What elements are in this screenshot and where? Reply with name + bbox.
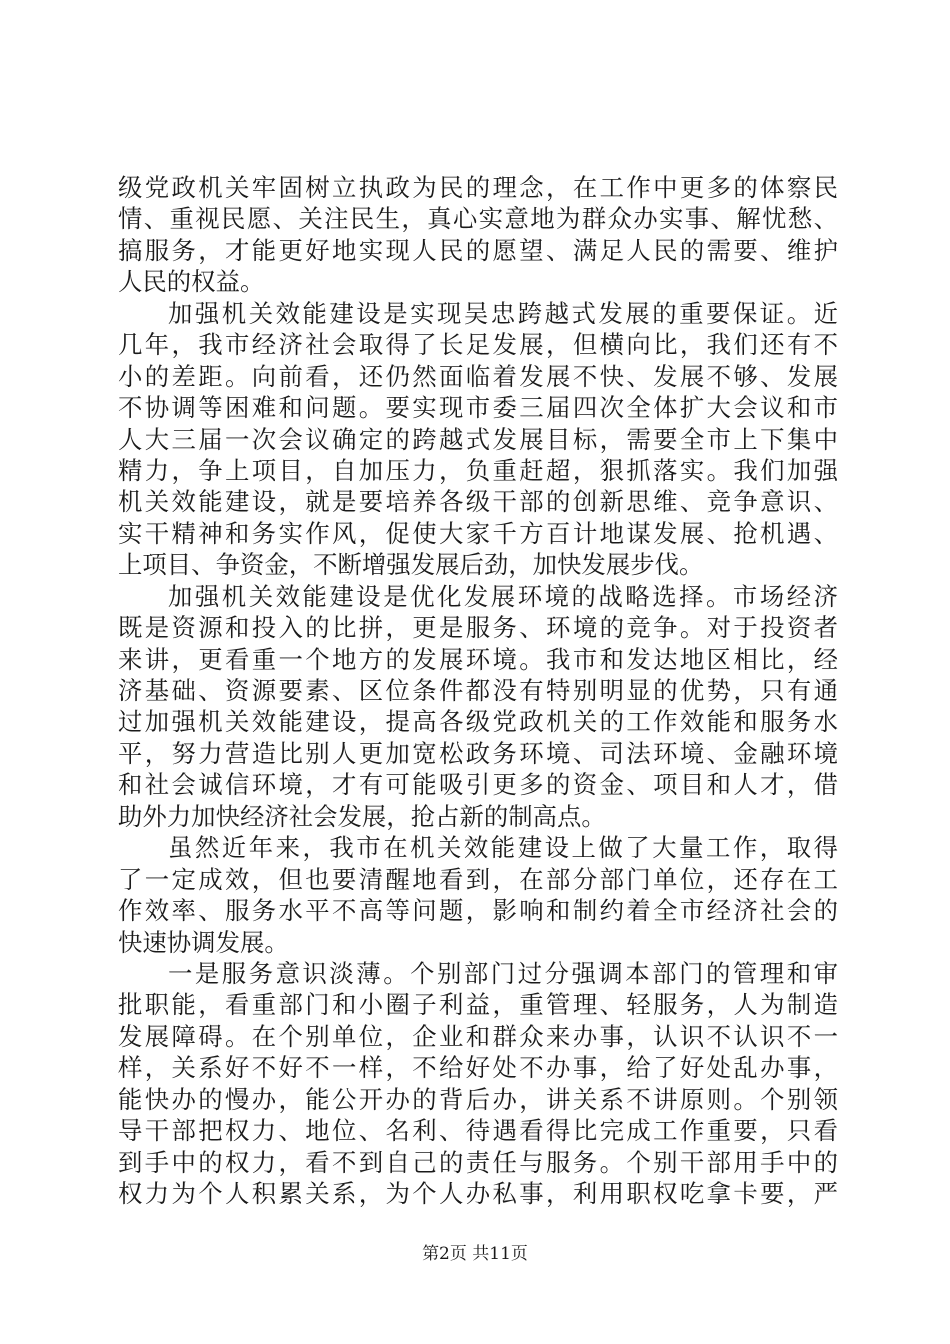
text-line: 批职能，看重部门和小圈子利益，重管理、轻服务，人为制造 (118, 990, 838, 1020)
text-line: 过加强机关效能建设，提高各级党政机关的工作效能和服务水 (118, 707, 838, 737)
text-line: 级党政机关牢固树立执政为民的理念，在工作中更多的体察民 (118, 173, 838, 202)
text-line: 了一定成效，但也要清醒地看到，在部分部门单位，还存在工 (118, 864, 838, 894)
page-number-footer: 第2页 共11页 (422, 1244, 528, 1264)
text-line: 人民的权益。 (118, 267, 265, 297)
text-line: 助外力加快经济社会发展，抢占新的制高点。 (118, 801, 606, 831)
text-line: 搞服务，才能更好地实现人民的愿望、满足人民的需要、维护 (118, 235, 838, 265)
text-line: 几年，我市经济社会取得了长足发展，但横向比，我们还有不 (118, 330, 838, 360)
paragraph-first-line: 一是服务意识淡薄。个别部门过分强调本部门的管理和审 (168, 958, 838, 988)
text-line: 精力，争上项目，自加压力，负重赶超，狠抓落实。我们加强 (118, 455, 838, 485)
text-line: 快速协调发展。 (118, 927, 289, 957)
text-line: 上项目、争资金，不断增强发展后劲，加快发展步伐。 (118, 550, 704, 580)
text-line: 机关效能建设，就是要培养各级干部的创新思维、竞争意识、 (118, 487, 838, 517)
text-line: 不协调等困难和问题。要实现市委三届四次全体扩大会议和市 (118, 393, 838, 423)
text-line: 导干部把权力、地位、名利、待遇看得比完成工作重要，只看 (118, 1116, 838, 1146)
text-line: 平，努力营造比别人更加宽松政务环境、司法环境、金融环境 (118, 738, 838, 768)
paragraph-first-line: 加强机关效能建设是实现吴忠跨越式发展的重要保证。近 (168, 298, 838, 328)
text-line: 济基础、资源要素、区位条件都没有特别明显的优势，只有通 (118, 676, 838, 705)
text-line: 既是资源和投入的比拼，更是服务、环境的竞争。对于投资者 (118, 613, 838, 643)
text-line: 来讲，更看重一个地方的发展环境。我市和发达地区相比，经 (118, 644, 838, 674)
text-line: 实干精神和务实作风，促使大家千方百计地谋发展、抢机遇、 (118, 518, 838, 548)
document-body (118, 172, 838, 1209)
text-line: 发展障碍。在个别单位，企业和群众来办事，认识不认识不一 (118, 1021, 838, 1051)
text-line: 小的差距。向前看，还仍然面临着发展不快、发展不够、发展 (118, 361, 838, 391)
text-line: 作效率、服务水平不高等问题，影响和制约着全市经济社会的 (118, 896, 838, 926)
text-line: 样，关系好不好不一样，不给好处不办事，给了好处乱办事， (118, 1053, 838, 1083)
text-line: 权力为个人积累关系，为个人办私事，利用职权吃拿卡要，严 (118, 1179, 838, 1208)
text-line: 情、重视民愿、关注民生，真心实意地为群众办实事、解忧愁、 (118, 204, 838, 234)
text-line: 人大三届一次会议确定的跨越式发展目标，需要全市上下集中 (118, 424, 838, 454)
text-line: 和社会诚信环境，才有可能吸引更多的资金、项目和人才，借 (118, 770, 838, 800)
paragraph-first-line: 虽然近年来，我市在机关效能建设上做了大量工作，取得 (168, 833, 838, 863)
text-line: 到手中的权力，看不到自己的责任与服务。个别干部用手中的 (118, 1147, 838, 1177)
text-line: 能快办的慢办，能公开办的背后办，讲关系不讲原则。个别领 (118, 1084, 838, 1114)
paragraph-first-line: 加强机关效能建设是优化发展环境的战略选择。市场经济 (168, 581, 838, 611)
